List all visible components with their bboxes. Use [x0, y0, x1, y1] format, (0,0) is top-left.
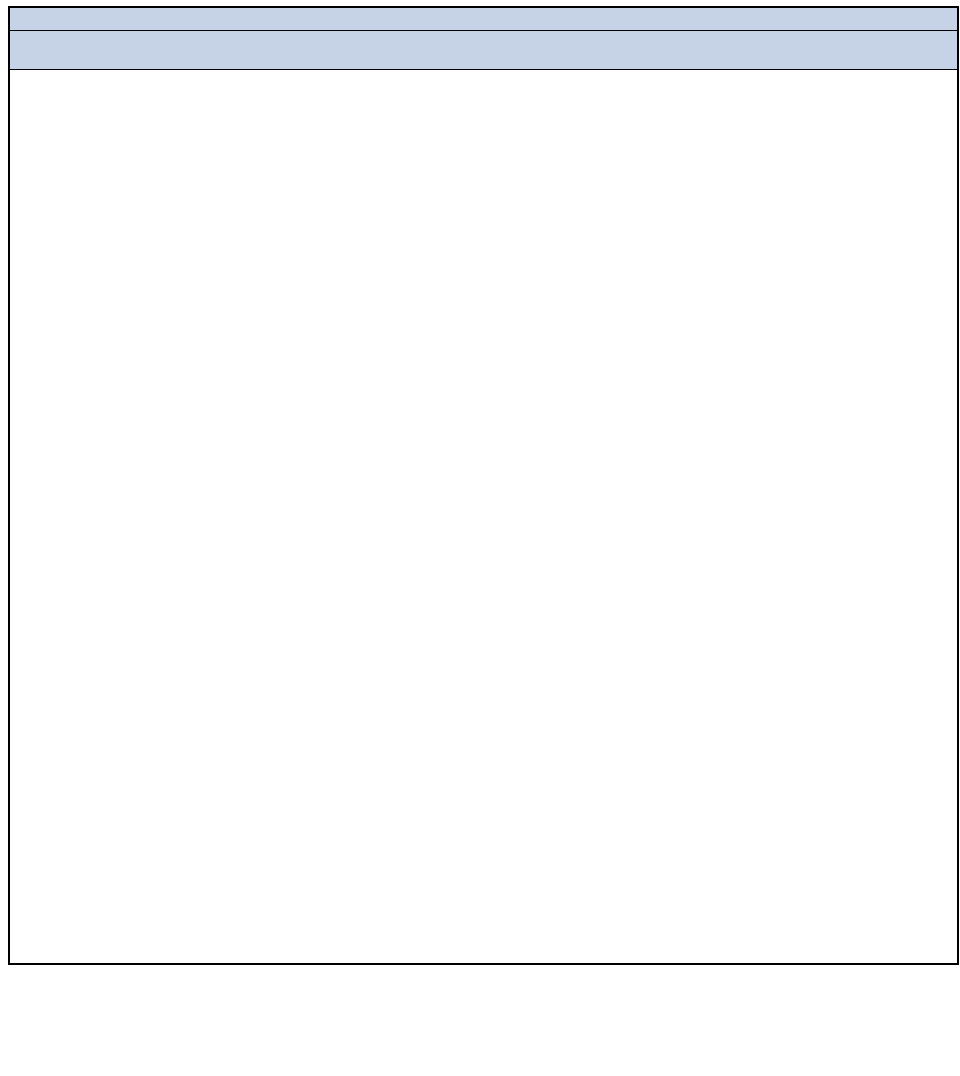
- column-header-row: [10, 31, 957, 70]
- title-bar: [10, 8, 957, 31]
- semester-column: [10, 69, 197, 963]
- study-plan-table: [8, 6, 959, 965]
